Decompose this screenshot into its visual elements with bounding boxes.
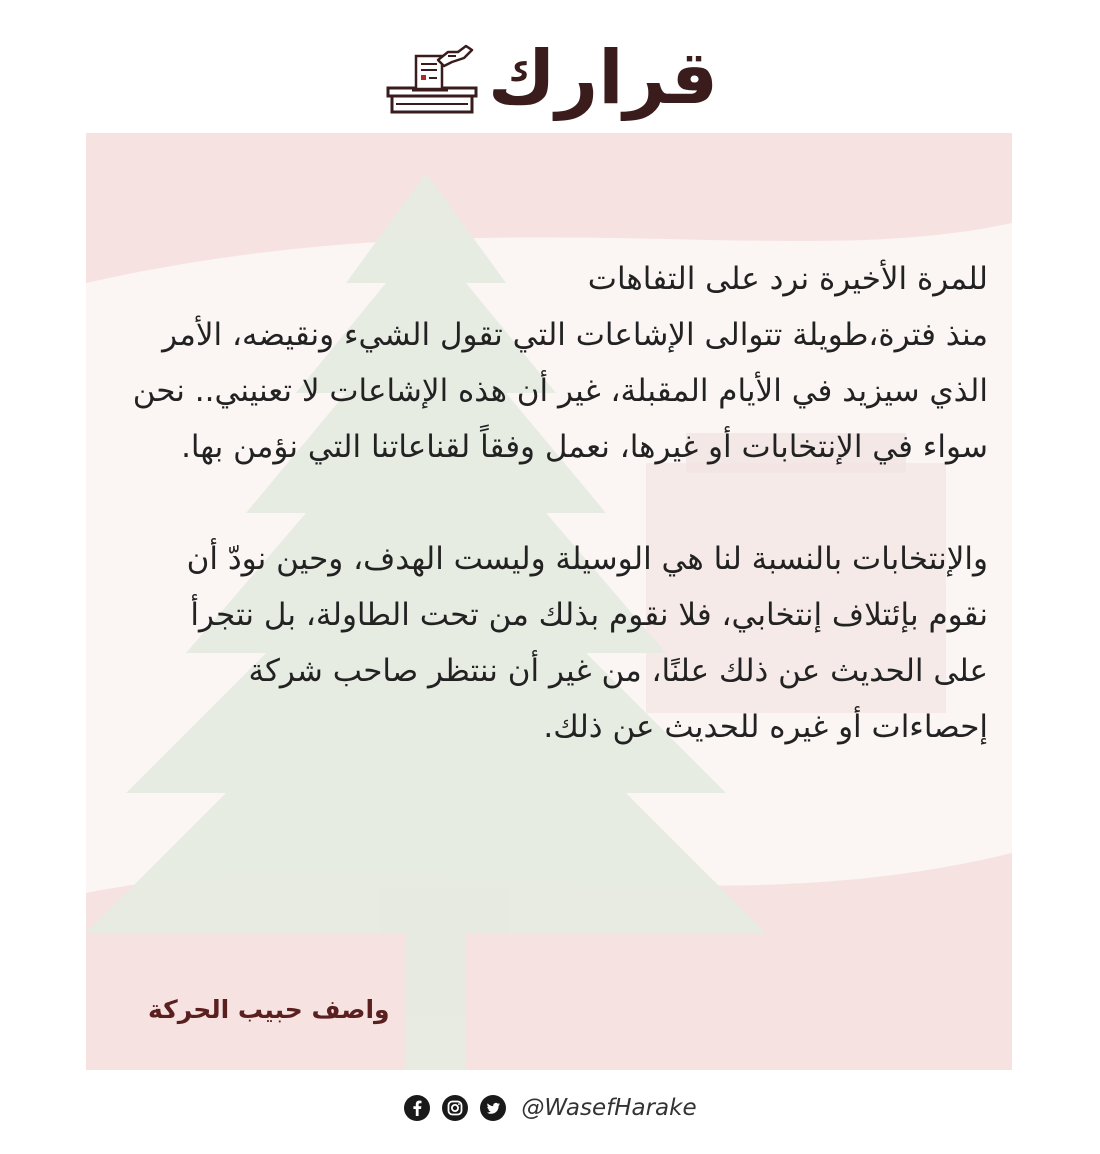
twitter-icon[interactable] — [479, 1094, 507, 1122]
instagram-icon[interactable] — [441, 1094, 469, 1122]
message-card — [86, 133, 1012, 1070]
header — [0, 30, 1100, 125]
statement-text — [126, 251, 988, 755]
signature: واصف حبيب الحركة — [148, 995, 390, 1024]
statement-paragraph-1: للمرة الأخيرة نرد على التفاهات منذ فترة،طويلة تتوالى الإشاعات التي تقول الشيء ونقيضه، الأمر الذي سيزيد في الأيام المقبلة، غير أن هذه الإشاعات لا تعنيني.. نحن سواء في الإنتخابات أو غيرها، نعمل وفقاً لقناعاتنا التي نؤمن بها. — [132, 261, 988, 465]
logo — [382, 34, 719, 121]
social-handle[interactable]: @WasefHarake — [521, 1095, 697, 1121]
facebook-icon[interactable] — [403, 1094, 431, 1122]
logo-text: قرارك — [487, 34, 719, 121]
social-footer — [0, 1090, 1100, 1126]
statement-paragraph-2: والإنتخابات بالنسبة لنا هي الوسيلة وليست الهدف، وحين نودّ أن نقوم بإئتلاف إنتخابي، فلا نقوم بذلك من تحت الطاولة، بل نتجرأ على الحديث عن ذلك علنًا، من غير أن ننتظر صاحب شركة إحصاءات أو غيره للحديث عن ذلك. — [186, 541, 988, 745]
ballot-box-icon — [382, 38, 482, 118]
